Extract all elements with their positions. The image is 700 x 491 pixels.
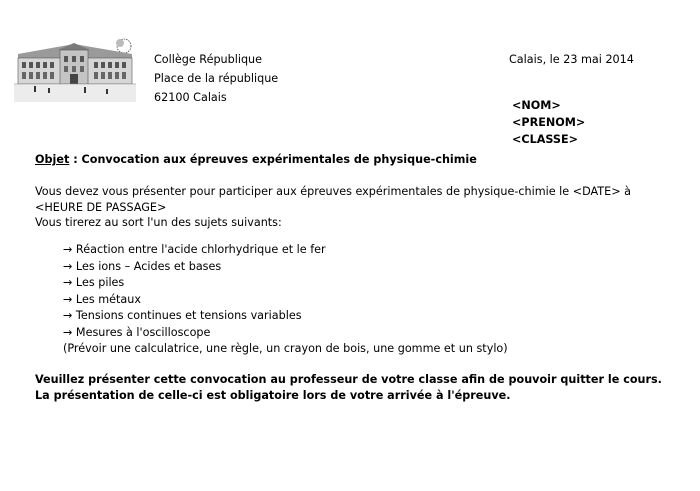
topic-item: → Réaction entre l'acide chlorhydrique et le fer (63, 243, 326, 256)
recipient-block (512, 97, 585, 148)
letter-body (35, 184, 665, 231)
topic-item: → Les piles (63, 276, 125, 289)
subject-line (35, 153, 477, 166)
sender-name: Collège République (154, 53, 263, 66)
sender-city: 62100 Calais (154, 91, 227, 104)
closing-paragraph (35, 372, 662, 404)
place-date: Calais, le 23 mai 2014 (509, 53, 634, 66)
topic-item: → Tensions continues et tensions variables (63, 309, 302, 322)
recipient-classe: <CLASSE> (512, 133, 578, 146)
body-line-2: Vous tirerez au sort l'un des sujets suivants: (35, 216, 282, 229)
recipient-prenom: <PRENOM> (512, 116, 586, 129)
school-building-sketch (14, 34, 136, 102)
topics-list (63, 242, 508, 358)
topic-item: → Les métaux (63, 292, 141, 306)
body-line-1: Vous devez vous présenter pour participer aux épreuves expérimentales de physique-chimie le <DATE> à <HEURE DE PASSAGE> (35, 185, 631, 214)
topic-item: → Les ions – Acides et bases (63, 259, 222, 273)
subject-text: : Convocation aux épreuves expérimentales de physique-chimie (69, 153, 477, 166)
equipment-note: (Prévoir une calculatrice, une règle, un crayon de bois, une gomme et un stylo) (63, 342, 508, 355)
closing-line-2: La présentation de celle-ci est obligatoire lors de votre arrivée à l'épreuve. (35, 389, 511, 402)
sender-street: Place de la république (154, 72, 279, 85)
closing-line-1: Veuillez présenter cette convocation au professeur de votre classe afin de pouvoir quitter le cours. (35, 373, 662, 386)
topic-item: → Mesures à l'oscilloscope (63, 325, 211, 339)
school-building-photo (14, 34, 136, 102)
recipient-nom: <NOM> (512, 99, 561, 112)
subject-label: Objet (35, 153, 70, 166)
sender-address (154, 50, 278, 107)
